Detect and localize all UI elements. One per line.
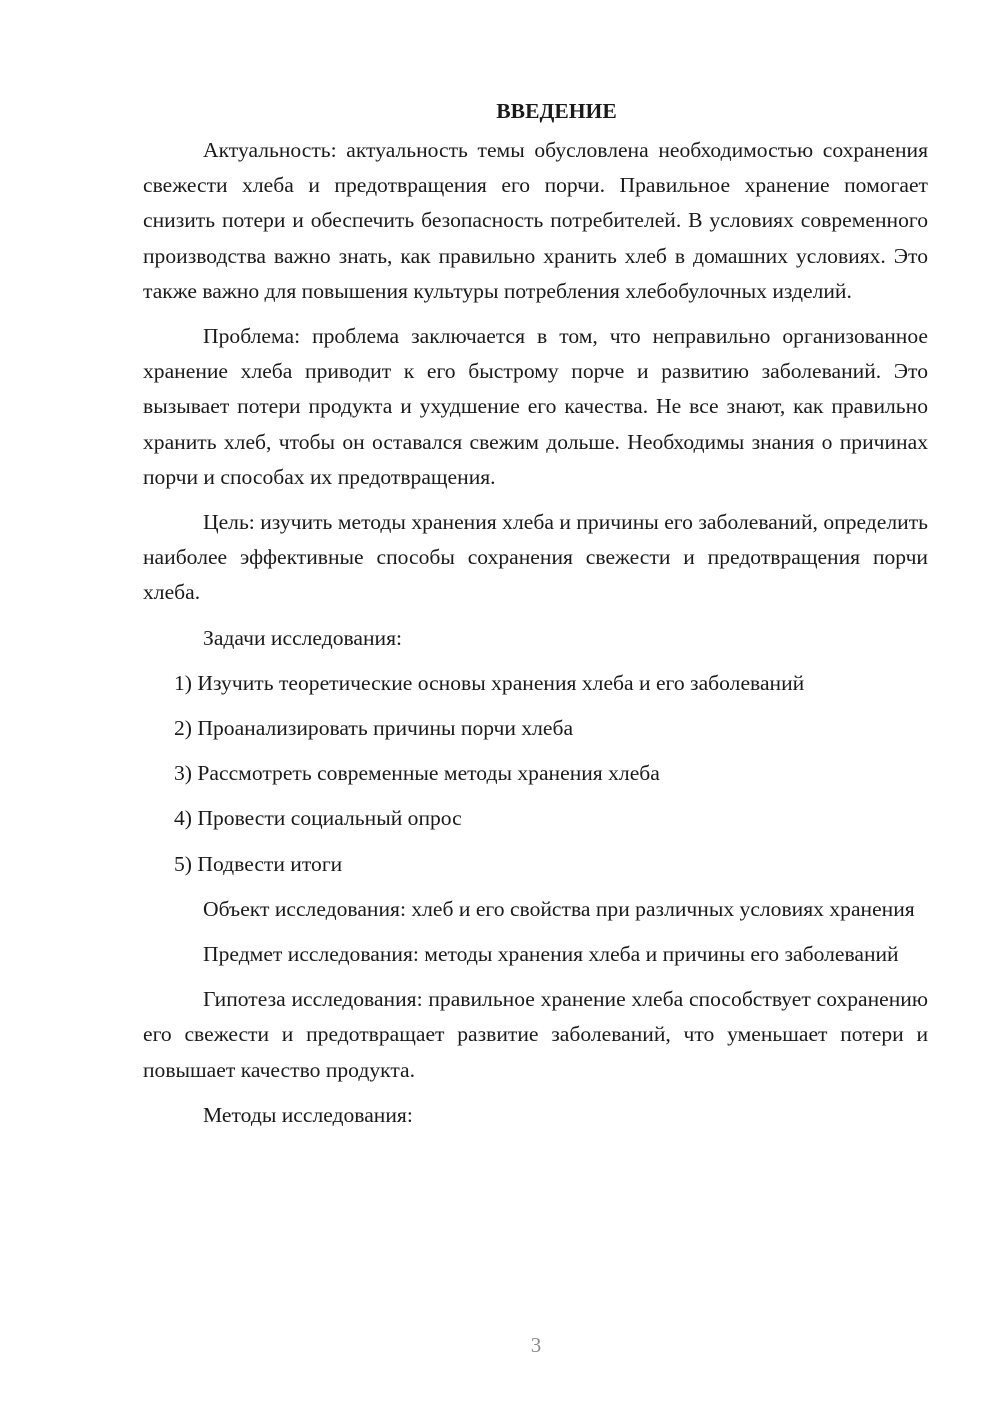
tasks-list — [143, 666, 928, 882]
page-title: ВВЕДЕНИЕ — [496, 99, 617, 123]
list-item: 5) Подвести итоги — [174, 851, 343, 876]
list-item: 1) Изучить теоретические основы хранения хлеба и его заболеваний — [174, 670, 805, 695]
paragraph-subject: Предмет исследования: методы хранения хлеба и причины его заболеваний — [203, 942, 899, 967]
paragraph-hypothesis: Гипотеза исследования: правильное хранение хлеба способствует сохранению его свежести и предотвращает развитие заболеваний, что уменьшает потери и повышает качество продукта. — [143, 987, 928, 1082]
paragraph-goal: Цель: изучить методы хранения хлеба и причины его заболеваний, определить наиболее эффективные способы сохранения свежести и предотвращения порчи хлеба. — [143, 510, 928, 605]
page-number: 3 — [530, 1333, 542, 1357]
paragraph-problem: Проблема: проблема заключается в том, что неправильно организованное хранение хлеба приводит к его быстрому порче и развитию заболеваний. Это вызывает потери продукта и ухудшение его качества. Не все знают, как правильно хранить хлеб, чтобы он оставался свежим дольше. Необходимы знания о причинах порчи и способах их предотвращения. — [143, 324, 928, 489]
paragraph-relevance: Актуальность: актуальность темы обусловлена необходимостью сохранения свежести хлеба и предотвращения его порчи. Правильное хранение помогает снизить потери и обеспечить безопасность потребителей. В условиях современного производства важно знать, как правильно хранить хлеб в домашних условиях. Это также важно для повышения культуры потребления хлебобулочных изделий. — [143, 138, 928, 303]
list-item: 3) Рассмотреть современные методы хранения хлеба — [174, 761, 660, 786]
paragraph-methods-heading: Методы исследования: — [203, 1102, 413, 1127]
paragraph-object: Объект исследования: хлеб и его свойства при различных условиях хранения — [203, 896, 915, 921]
paragraph-tasks-heading: Задачи исследования: — [203, 625, 403, 650]
list-item: 2) Проанализировать причины порчи хлеба — [174, 716, 574, 741]
list-item: 4) Провести социальный опрос — [174, 806, 462, 831]
document-page — [143, 94, 928, 1143]
